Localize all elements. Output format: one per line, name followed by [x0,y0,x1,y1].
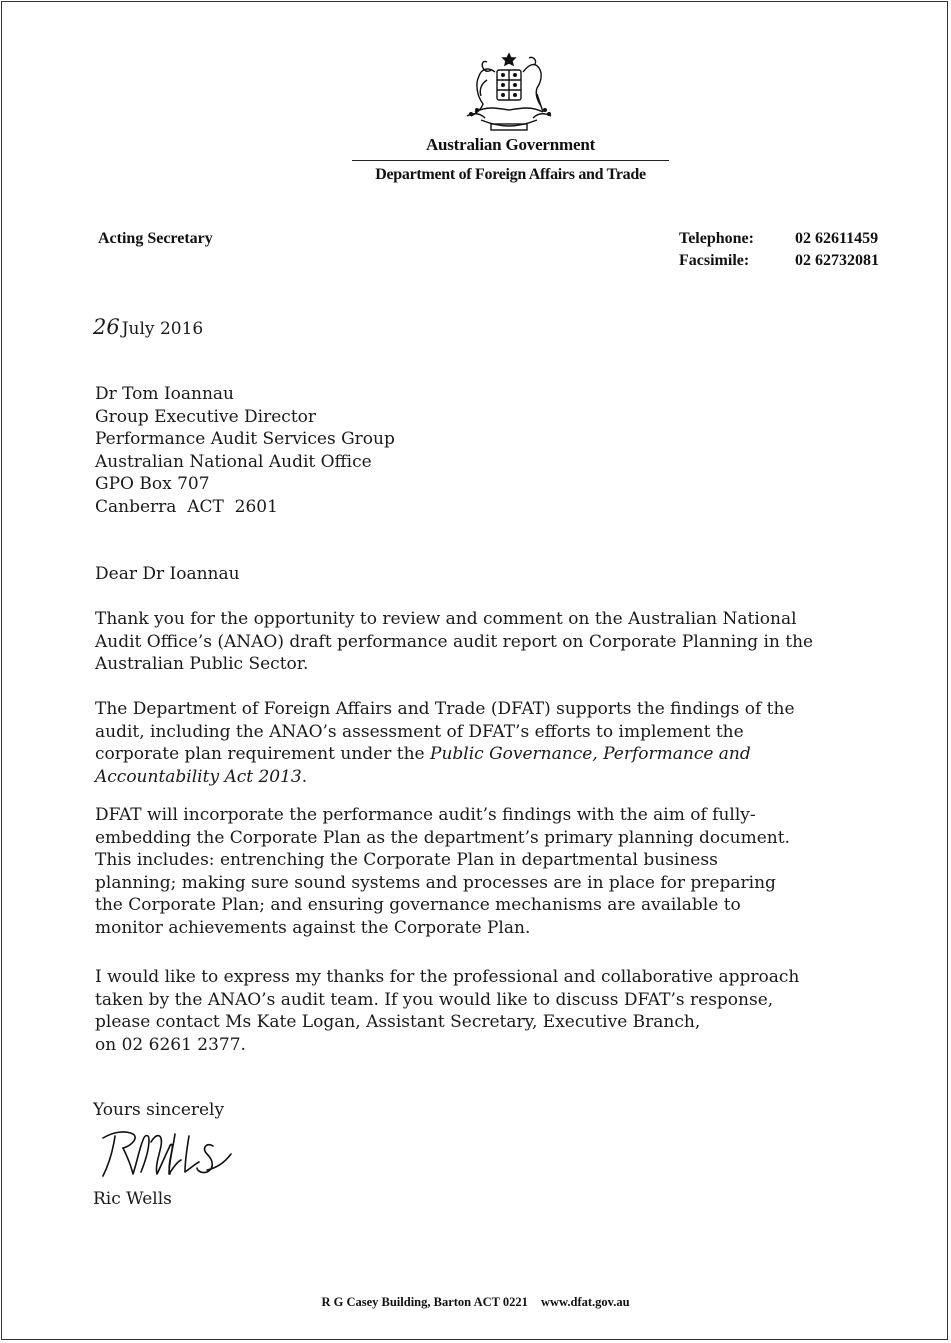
paragraph-line: embedding the Corporate Plan as the department’s primary planning document. [95,827,790,848]
paragraph-line: monitor achievements against the Corporate Plan. [95,917,531,938]
facsimile-number: 02 62732081 [795,252,879,269]
paragraph-1 [95,608,885,676]
recipient-address [95,383,395,518]
paragraph-4 [95,966,885,1056]
paragraph-line: The Department of Foreign Affairs and Trade (DFAT) supports the findings of the [95,699,795,719]
paragraph-3 [95,804,885,939]
address-line: Australian National Audit Office [95,451,372,472]
footer-website: www.dfat.gov.au [540,1295,630,1309]
paragraph-line: I would like to express my thanks for the professional and collaborative approach [95,967,800,987]
telephone-number: 02 62611459 [795,230,879,247]
address-line: GPO Box 707 [95,474,210,494]
paragraph-line [95,766,885,789]
paragraph-line: Thank you for the opportunity to review and comment on the Australian National [95,609,797,629]
contact-details [679,230,879,274]
address-line: Performance Audit Services Group [95,429,395,449]
date-day-handwritten: 26 [93,315,120,339]
paragraph-line: planning; making sure sound systems and processes are in place for preparing [95,872,776,893]
header-divider [352,160,669,161]
footer-address: R G Casey Building, Barton ACT 0221 [321,1295,528,1309]
paragraph-line: audit, including the ANAO’s assessment of DFAT’s efforts to implement the [95,721,744,742]
paragraph-text: . [301,766,308,787]
paragraph-line: the Corporate Plan; and ensuring governance mechanisms are available to [95,895,741,915]
closing: Yours sincerely [93,1100,225,1120]
signer-name: Ric Wells [93,1189,172,1209]
date-month-year: July 2016 [121,319,204,339]
facsimile-row [679,252,879,274]
telephone-label: Telephone: [679,230,754,247]
paragraph-line: DFAT will incorporate the performance audit’s findings with the aim of fully- [95,805,756,825]
letter-page [1,1,948,1340]
paragraph-2 [95,698,885,788]
government-title: Australian Government [425,135,596,154]
paragraph-line: on 02 6261 2377. [95,1034,246,1055]
telephone-row [679,230,879,252]
paragraph-line: This includes: entrenching the Corporate Plan in departmental business [95,850,718,870]
handwritten-signature [97,1126,237,1184]
address-line: Group Executive Director [95,406,317,427]
department-name: Department of Foreign Affairs and Trade [375,166,646,183]
letter-date [93,316,203,341]
coat-of-arms-logo [457,50,561,134]
salutation: Dear Dr Ioannau [95,564,240,584]
act-title-italic: Public Governance, Performance and [430,744,751,764]
paragraph-line: please contact Ms Kate Logan, Assistant Secretary, Executive Branch, [95,1012,701,1032]
paragraph-line [95,743,885,766]
act-title-italic: Accountability Act 2013 [95,766,302,787]
sender-role: Acting Secretary [98,230,213,247]
paragraph-line: Australian Public Sector. [95,654,309,674]
paragraph-line: taken by the ANAO’s audit team. If you would like to discuss DFAT’s response, [95,989,774,1010]
letter-footer [2,1295,949,1310]
address-line: Canberra ACT 2601 [95,496,278,517]
address-line: Dr Tom Ioannau [95,384,235,404]
facsimile-label: Facsimile: [679,252,750,269]
paragraph-text: corporate plan requirement under the [95,744,430,764]
paragraph-line: Audit Office’s (ANAO) draft performance audit report on Corporate Planning in the [95,631,814,652]
